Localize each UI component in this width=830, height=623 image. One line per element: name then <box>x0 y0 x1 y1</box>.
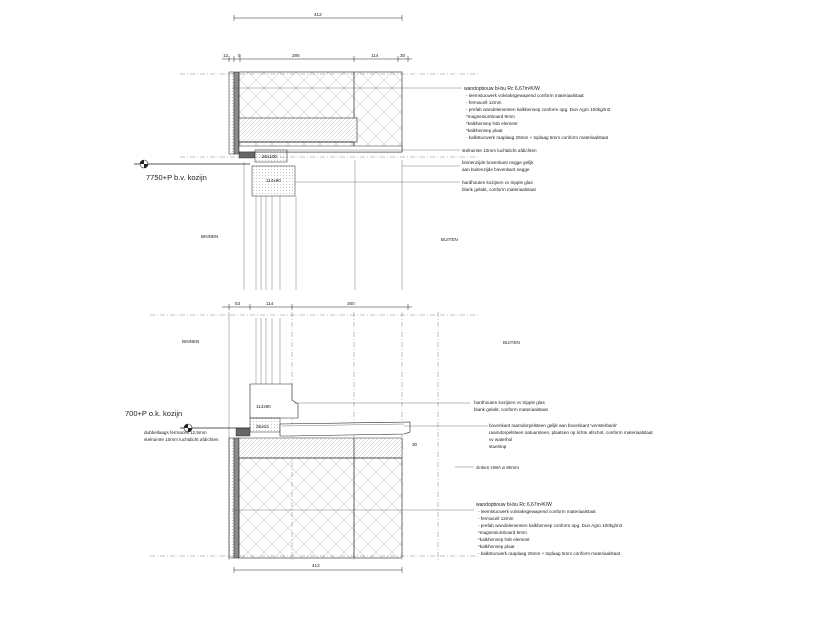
bottom-window-frame <box>250 318 298 432</box>
top-reveal-1: binnenzijde bovenkant negge gelijk <box>462 160 534 165</box>
top-wall-title: wandopbouw bi-bu Rc 6,67m²K/W <box>464 86 540 92</box>
label-lintel: 36x100 <box>262 154 278 159</box>
top-dimension-total <box>234 12 402 21</box>
top-wall-section <box>229 72 402 162</box>
label-frame-bottom: 114x90 <box>256 404 271 409</box>
bottom-frame-2: blank gelakt, conform materiaalstaat <box>474 407 548 412</box>
mid-dimension-chain <box>222 301 412 310</box>
dim-top-total: 412 <box>314 12 322 17</box>
dim-seg-2: 9 <box>238 53 241 58</box>
dim-seg-5: 30 <box>400 53 406 58</box>
top-stelruimte: stelruimte 10mm luchtdicht afdichten <box>462 148 537 153</box>
bottom-wall-title: wandopbouw bi-bu Rc 6,67m²K/W <box>476 502 552 508</box>
level-bottom-label: 700+P o.k. kozijn <box>125 409 183 418</box>
side-binnen-top: BINNEN <box>201 234 219 239</box>
dim-mid-3: 260 <box>347 301 355 306</box>
top-wall-line-6: *kalkhennep plaat <box>466 128 503 133</box>
top-reveal-2: aan buitenzijde bovenkant negge <box>462 167 530 172</box>
bottom-sill-2: raamdorpelsteen natuursteen, plaatsen op lichte afschot. conform materiaalstaat <box>489 430 653 435</box>
label-frame-top: 114x90 <box>266 178 281 183</box>
bottom-sill-1: bovenkant raamdorpelsteen gelijk aan bovenkant 'vensterbank' <box>489 423 618 428</box>
level-marker-bottom <box>125 409 250 432</box>
top-wall-line-2: - fermacell 12mm <box>466 100 502 105</box>
bottom-wall-line-5: *kalkhennep hsb element <box>478 537 530 542</box>
level-marker-top <box>134 160 250 182</box>
level-top-label: 7750+P b.v. kozijn <box>146 173 207 182</box>
dim-mid-1: 53 <box>235 301 241 306</box>
dim-bottom-total: 412 <box>312 563 320 568</box>
side-buiten-bottom: BUITEN <box>503 340 520 345</box>
bottom-wall-line-4: *magnesiumboard 9mm <box>478 530 527 535</box>
dim-seg-4: 114 <box>371 53 379 58</box>
dim-seg-1: 12 <box>223 53 229 58</box>
bottom-dimension-total <box>234 563 402 573</box>
top-wall-line-4: *magnesiumboard 9mm <box>466 114 515 119</box>
top-wall-line-5: *kalkhennep hsb element <box>466 121 518 126</box>
side-binnen-bottom: BINNEN <box>182 339 200 344</box>
bottom-wall-line-6: *kalkhennep plaat <box>478 544 515 549</box>
bottom-wall-line-1: - leemstucwerk volvlaksgewapend conform materiaalstaat <box>478 509 596 514</box>
bottom-wall-line-3: - prefab wandelementen kalkhennep conform opg. Dun Agro 100kg/m2 <box>478 523 623 528</box>
top-wall-line-7: - kalkstucwerk raaplaag 25mm + toplaag 5mm conform materiaalstaat <box>466 135 609 140</box>
dim-sill: 30 <box>412 442 418 447</box>
bottom-wall-line-7: - kalkstucwerk raaplaag 25mm + toplaag 5mm conform materiaalstaat <box>478 551 621 556</box>
top-frame-2: blank gelakt, conform materiaalstaat <box>462 187 536 192</box>
top-window-frame <box>244 160 402 290</box>
top-wall-line-1: - leemstucwerk volvlaksgewapend conform materiaalstaat <box>466 93 584 98</box>
bottom-sill-3: vv waterhol <box>489 437 513 442</box>
top-wall-line-3: - prefab wandelementen kalkhennep conform opg. Dun Agro 100kg/m2 <box>466 107 611 112</box>
top-frame-1: hardhouten kozijnen vv tripple glas <box>462 180 533 185</box>
bottom-wall-line-2: - fermacell 12mm <box>478 516 514 521</box>
bottom-wall-section <box>229 438 402 558</box>
top-dimension-chain <box>222 53 412 62</box>
bottom-sill-4: stuestop <box>489 444 507 449</box>
dim-seg-3: 286 <box>292 53 300 58</box>
dim-mid-2: 114 <box>266 301 274 306</box>
bottom-double-layer: dubbellaags fermacell 12,5mm <box>144 430 207 435</box>
label-sill-block: 36x63 <box>256 424 269 429</box>
bottom-zinc: zinken HWA ø 80mm <box>476 465 519 470</box>
bottom-frame-1: hardhouten kozijnen vv tripple glas <box>474 400 545 405</box>
side-buiten-top: BUITEN <box>441 237 458 242</box>
bottom-stelruimte: stelruimte 10mm luchtdicht afdichten <box>144 437 219 442</box>
